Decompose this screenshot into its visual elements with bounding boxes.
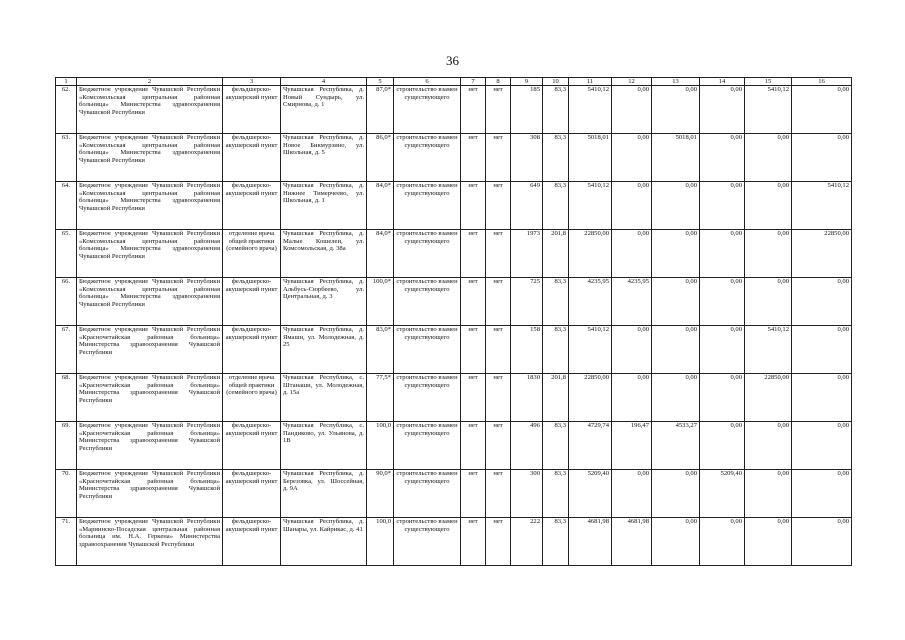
col13-cell: 0,00	[652, 518, 700, 566]
row-number: 71.	[56, 518, 77, 566]
col7-cell: нет	[461, 230, 486, 278]
column-number: 2	[77, 78, 223, 86]
col9-cell: 496	[511, 422, 543, 470]
col10-cell: 201,8	[543, 374, 569, 422]
organization-cell: Бюджетное учреждение Чувашской Республики «Красночетайская районная больница» Министерства здравоохранения Чувашской Республики	[77, 422, 223, 470]
column-number: 9	[511, 78, 543, 86]
col8-cell: нет	[486, 182, 511, 230]
col7-cell: нет	[461, 374, 486, 422]
row-number: 67.	[56, 326, 77, 374]
col14-cell: 0,00	[700, 134, 745, 182]
col8-cell: нет	[486, 518, 511, 566]
facility-type-cell: фельдшерско-акушерский пункт	[223, 326, 281, 374]
col12-cell: 0,00	[612, 326, 652, 374]
col10-cell: 83,3	[543, 278, 569, 326]
column-number: 16	[792, 78, 852, 86]
col12-cell: 0,00	[612, 182, 652, 230]
col9-cell: 185	[511, 86, 543, 134]
col10-cell: 83,3	[543, 518, 569, 566]
col8-cell: нет	[486, 278, 511, 326]
row-number: 66.	[56, 278, 77, 326]
address-cell: Чувашская Республика, д. Шанары, ул. Кайрикас, д. 41	[281, 518, 367, 566]
col8-cell: нет	[486, 86, 511, 134]
col8-cell: нет	[486, 326, 511, 374]
col16-cell: 0,00	[792, 470, 852, 518]
col9-cell: 1830	[511, 374, 543, 422]
col7-cell: нет	[461, 326, 486, 374]
col13-cell: 5018,01	[652, 134, 700, 182]
col12-cell: 4681,98	[612, 518, 652, 566]
column-number: 8	[486, 78, 511, 86]
col7-cell: нет	[461, 422, 486, 470]
address-cell: Чувашская Республика, д. Малые Кошелеи, ул. Комсомольская, д. 38а	[281, 230, 367, 278]
col12-cell: 196,47	[612, 422, 652, 470]
col13-cell: 0,00	[652, 86, 700, 134]
col12-cell: 0,00	[612, 470, 652, 518]
col10-cell: 83,3	[543, 182, 569, 230]
address-cell: Чувашская Республика, с. Пандиково, ул. Ульянова, д. 1В	[281, 422, 367, 470]
col12-cell: 0,00	[612, 374, 652, 422]
col10-cell: 201,8	[543, 230, 569, 278]
table-row	[56, 422, 852, 470]
col15-cell: 5410,12	[745, 326, 792, 374]
col14-cell: 0,00	[700, 182, 745, 230]
facilities-table	[55, 77, 852, 566]
col9-cell: 308	[511, 134, 543, 182]
col16-cell: 0,00	[792, 374, 852, 422]
col7-cell: нет	[461, 278, 486, 326]
organization-cell: Бюджетное учреждение Чувашской Республики «Комсомольская центральная районная больница» Министерства здравоохранения Чувашской Республики	[77, 278, 223, 326]
facility-type-cell: фельдшерско-акушерский пункт	[223, 86, 281, 134]
col11-cell: 5410,12	[569, 326, 612, 374]
row-number: 68.	[56, 374, 77, 422]
facility-type-cell: фельдшерско-акушерский пункт	[223, 422, 281, 470]
col7-cell: нет	[461, 518, 486, 566]
col16-cell: 22850,00	[792, 230, 852, 278]
facility-type-cell: отделение врача общей практики (семейного врача)	[223, 230, 281, 278]
column-number: 15	[745, 78, 792, 86]
address-cell: Чувашская Республика, д. Нижнее Тимерчеево, ул. Школьная, д. 1	[281, 182, 367, 230]
col9-cell: 1973	[511, 230, 543, 278]
action-cell: строительство взамен существующего	[394, 134, 461, 182]
column-number-row	[56, 78, 852, 86]
wear-percent-cell: 83,0*	[367, 326, 394, 374]
facility-type-cell: отделение врача общей практики (семейного врача)	[223, 374, 281, 422]
col11-cell: 22850,00	[569, 230, 612, 278]
address-cell: Чувашская Республика, д. Березовка, ул. Шоссейная, д. 9А	[281, 470, 367, 518]
organization-cell: Бюджетное учреждение Чувашской Республики «Красночетайская районная больница» Министерства здравоохранения Чувашской Республики	[77, 470, 223, 518]
col8-cell: нет	[486, 470, 511, 518]
organization-cell: Бюджетное учреждение Чувашской Республики «Мариинско-Посадская центральная районная больница им. Н.А. Геркена» Министерства здравоохранения Чувашской Республики	[77, 518, 223, 566]
col7-cell: нет	[461, 470, 486, 518]
column-number: 10	[543, 78, 569, 86]
table-row	[56, 182, 852, 230]
col15-cell: 0,00	[745, 182, 792, 230]
col13-cell: 0,00	[652, 278, 700, 326]
column-number: 14	[700, 78, 745, 86]
action-cell: строительство взамен существующего	[394, 518, 461, 566]
wear-percent-cell: 100,0	[367, 422, 394, 470]
col16-cell: 0,00	[792, 134, 852, 182]
col9-cell: 300	[511, 470, 543, 518]
col14-cell: 0,00	[700, 518, 745, 566]
col7-cell: нет	[461, 86, 486, 134]
facility-type-cell: фельдшерско-акушерский пункт	[223, 182, 281, 230]
col12-cell: 0,00	[612, 86, 652, 134]
col9-cell: 222	[511, 518, 543, 566]
address-cell: Чувашская Республика, с. Штанаши, ул. Молодежная, д. 15а	[281, 374, 367, 422]
column-number: 4	[281, 78, 367, 86]
col15-cell: 5410,12	[745, 86, 792, 134]
table-row	[56, 278, 852, 326]
wear-percent-cell: 100,0*	[367, 278, 394, 326]
action-cell: строительство взамен существующего	[394, 278, 461, 326]
action-cell: строительство взамен существующего	[394, 374, 461, 422]
table-row	[56, 326, 852, 374]
col13-cell: 0,00	[652, 374, 700, 422]
col10-cell: 83,3	[543, 86, 569, 134]
col8-cell: нет	[486, 374, 511, 422]
row-number: 69.	[56, 422, 77, 470]
wear-percent-cell: 84,0*	[367, 182, 394, 230]
address-cell: Чувашская Республика, д. Альбусь-Сюрбеево, ул. Центральная, д. 3	[281, 278, 367, 326]
col11-cell: 5018,01	[569, 134, 612, 182]
col16-cell: 0,00	[792, 518, 852, 566]
wear-percent-cell: 87,0*	[367, 86, 394, 134]
col10-cell: 83,3	[543, 326, 569, 374]
col13-cell: 0,00	[652, 326, 700, 374]
wear-percent-cell: 90,0*	[367, 470, 394, 518]
address-cell: Чувашская Республика, д. Ямашн, ул. Молодежная, д. 25	[281, 326, 367, 374]
column-number: 5	[367, 78, 394, 86]
address-cell: Чувашская Республика, д. Новое Бикмурзино, ул. Школьная, д. 5	[281, 134, 367, 182]
col9-cell: 649	[511, 182, 543, 230]
col11-cell: 4681,98	[569, 518, 612, 566]
table-row	[56, 518, 852, 566]
col13-cell: 0,00	[652, 230, 700, 278]
facility-type-cell: фельдшерско-акушерский пункт	[223, 518, 281, 566]
col8-cell: нет	[486, 230, 511, 278]
col15-cell: 0,00	[745, 518, 792, 566]
address-cell: Чувашская Республика, д. Новый Сундырь, ул. Смирнова, д. 1	[281, 86, 367, 134]
col15-cell: 22850,00	[745, 374, 792, 422]
col15-cell: 0,00	[745, 470, 792, 518]
organization-cell: Бюджетное учреждение Чувашской Республики «Комсомольская центральная районная больница» Министерства здравоохранения Чувашской Республики	[77, 134, 223, 182]
col15-cell: 0,00	[745, 278, 792, 326]
organization-cell: Бюджетное учреждение Чувашской Республики «Комсомольская центральная районная больница» Министерства здравоохранения Чувашской Республики	[77, 230, 223, 278]
col14-cell: 5209,40	[700, 470, 745, 518]
organization-cell: Бюджетное учреждение Чувашской Республики «Комсомольская центральная районная больница» Министерства здравоохранения Чувашской Республики	[77, 182, 223, 230]
col7-cell: нет	[461, 182, 486, 230]
col16-cell: 0,00	[792, 86, 852, 134]
col11-cell: 5410,12	[569, 86, 612, 134]
action-cell: строительство взамен существующего	[394, 422, 461, 470]
col7-cell: нет	[461, 134, 486, 182]
col15-cell: 0,00	[745, 134, 792, 182]
col15-cell: 0,00	[745, 230, 792, 278]
col10-cell: 83,3	[543, 134, 569, 182]
col9-cell: 725	[511, 278, 543, 326]
column-number: 6	[394, 78, 461, 86]
row-number: 64.	[56, 182, 77, 230]
page-number: 36	[446, 53, 459, 68]
col8-cell: нет	[486, 422, 511, 470]
col11-cell: 4235,95	[569, 278, 612, 326]
table-row	[56, 374, 852, 422]
col9-cell: 158	[511, 326, 543, 374]
row-number: 63.	[56, 134, 77, 182]
col11-cell: 4729,74	[569, 422, 612, 470]
organization-cell: Бюджетное учреждение Чувашской Республики «Комсомольская центральная районная больница» Министерства здравоохранения Чувашской Республики	[77, 86, 223, 134]
col16-cell: 0,00	[792, 326, 852, 374]
action-cell: строительство взамен существующего	[394, 230, 461, 278]
col16-cell: 5410,12	[792, 182, 852, 230]
organization-cell: Бюджетное учреждение Чувашской Республики «Красночетайская районная больница» Министерства здравоохранения Чувашской Республики	[77, 326, 223, 374]
facility-type-cell: фельдшерско-акушерский пункт	[223, 278, 281, 326]
col13-cell: 0,00	[652, 470, 700, 518]
col13-cell: 0,00	[652, 182, 700, 230]
wear-percent-cell: 86,0*	[367, 134, 394, 182]
col12-cell: 0,00	[612, 134, 652, 182]
col16-cell: 0,00	[792, 422, 852, 470]
facility-type-cell: фельдшерско-акушерский пункт	[223, 470, 281, 518]
column-number: 3	[223, 78, 281, 86]
table-body	[56, 78, 852, 566]
action-cell: строительство взамен существующего	[394, 182, 461, 230]
wear-percent-cell: 77,5*	[367, 374, 394, 422]
col15-cell: 0,00	[745, 422, 792, 470]
table-row	[56, 134, 852, 182]
col14-cell: 0,00	[700, 278, 745, 326]
col12-cell: 0,00	[612, 230, 652, 278]
wear-percent-cell: 84,0*	[367, 230, 394, 278]
col10-cell: 83,3	[543, 470, 569, 518]
col10-cell: 83,3	[543, 422, 569, 470]
action-cell: строительство взамен существующего	[394, 86, 461, 134]
col12-cell: 4235,95	[612, 278, 652, 326]
organization-cell: Бюджетное учреждение Чувашской Республики «Красночетайская районная больница» Министерства здравоохранения Чувашской Республики	[77, 374, 223, 422]
col14-cell: 0,00	[700, 374, 745, 422]
facility-type-cell: фельдшерско-акушерский пункт	[223, 134, 281, 182]
col11-cell: 5209,40	[569, 470, 612, 518]
column-number: 7	[461, 78, 486, 86]
column-number: 12	[612, 78, 652, 86]
table-row	[56, 470, 852, 518]
col11-cell: 22850,00	[569, 374, 612, 422]
col14-cell: 0,00	[700, 230, 745, 278]
row-number: 70.	[56, 470, 77, 518]
col13-cell: 4533,27	[652, 422, 700, 470]
row-number: 62.	[56, 86, 77, 134]
col14-cell: 0,00	[700, 86, 745, 134]
col14-cell: 0,00	[700, 422, 745, 470]
table-row	[56, 230, 852, 278]
action-cell: строительство взамен существующего	[394, 470, 461, 518]
col16-cell: 0,00	[792, 278, 852, 326]
column-number: 13	[652, 78, 700, 86]
table-row	[56, 86, 852, 134]
col8-cell: нет	[486, 134, 511, 182]
action-cell: строительство взамен существующего	[394, 326, 461, 374]
col11-cell: 5410,12	[569, 182, 612, 230]
column-number: 11	[569, 78, 612, 86]
wear-percent-cell: 100,0	[367, 518, 394, 566]
column-number: 1	[56, 78, 77, 86]
row-number: 65.	[56, 230, 77, 278]
col14-cell: 0,00	[700, 326, 745, 374]
